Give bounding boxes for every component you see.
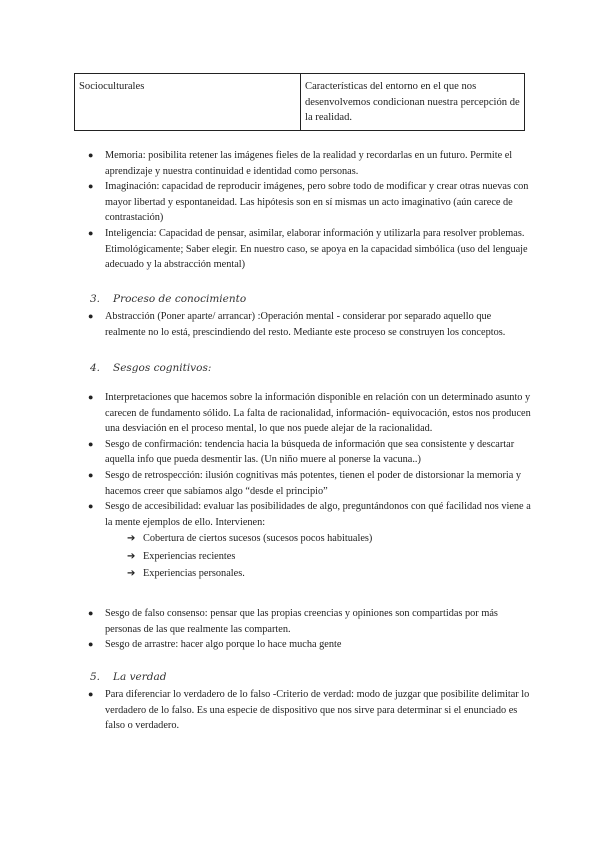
list-item: ● Sesgo de falso consenso: pensar que las propias creencias y opiniones son compartidas por más personas de las que realmente las comparten. <box>88 608 498 635</box>
sub-list-item: ➔ Experiencias personales. <box>74 565 534 583</box>
bullet-icon: ● <box>88 438 94 449</box>
arrow-icon: ➔ <box>127 533 136 545</box>
section-heading: 5. La verdad <box>90 671 167 683</box>
bullet-icon: ● <box>88 392 94 402</box>
list-item: ● Interpretaciones que hacemos sobre la información disponible en relación con un determinado asunto y carecen de fundamento sólido. La falta de racionalidad, información- equivocación, estos nos producen una desviación en el proceso mental, lo que nos puede alejar de la racionalidad. <box>88 392 531 435</box>
list-item: ● Memoria: posibilita retener las imágenes fieles de la realidad y recordarlas en un futuro. Permite el aprendizaje y nuestra continuidad e identidad como personas. <box>88 150 513 177</box>
sub-list-item: ➔ Experiencias recientes <box>74 548 534 566</box>
bullet-icon: ● <box>88 689 94 699</box>
arrow-icon: ➔ <box>127 550 136 562</box>
table-cell-right: Características del entorno en el que nos desenvolvemos condicionan nuestra percepción de la realidad. <box>301 74 525 131</box>
bullet-list-process <box>74 309 534 340</box>
bullet-list-faculties <box>74 148 534 273</box>
list-item: ● Inteligencia: Capacidad de pensar, asimilar, elaborar información y utilizarla para resolver problemas. Etimológicamente; Saber elegir. En nuestro caso, se apoya en la capacidad simbólica (uso del lenguaje adecuado y la abstracción mental) <box>88 227 528 271</box>
bullet-icon: ● <box>88 639 94 650</box>
list-item: ● Sesgo de confirmación: tendencia hacia la búsqueda de información que sea consistente y descartar aquella info que pueda desmentir las. (Un niño muere al ponerse la vacuna..) <box>88 438 515 466</box>
table-cell-left: Socioculturales <box>75 74 301 131</box>
arrow-icon: ➔ <box>127 568 136 580</box>
bullet-icon: ● <box>88 150 94 160</box>
list-item: ● Sesgo de arrastre: hacer algo porque lo hace mucha gente <box>74 637 534 653</box>
table <box>74 73 525 131</box>
bullet-icon: ● <box>88 181 94 192</box>
bullet-icon: ● <box>88 608 94 618</box>
bullet-icon: ● <box>88 311 94 321</box>
bullet-list-truth <box>74 687 534 734</box>
bullet-list-biases <box>74 390 534 583</box>
bullet-icon: ● <box>88 469 94 480</box>
section-heading: 3. Proceso de conocimiento <box>90 293 247 305</box>
sub-list-item: ➔ Cobertura de ciertos sucesos (sucesos pocos habituales) <box>74 530 534 548</box>
list-item: ● Abstracción (Poner aparte/ arrancar) :Operación mental - considerar por separado aquello que realmente no lo está, prescindiendo del resto. Mediante este proceso se construyen los conceptos. <box>88 311 506 338</box>
list-item: ● Imaginación: capacidad de reproducir imágenes, pero sobre todo de modificar y crear otras nuevas con mayor libertad y espontaneidad. Las hipótesis son en sí mismas un acto imaginativo (aún carece de contrastación) <box>88 181 529 224</box>
section-heading: 4. Sesgos cognitivos: <box>90 362 212 374</box>
list-item: ● Sesgo de accesibilidad: evaluar las posibilidades de algo, preguntándonos con qué facilidad nos viene a la mente ejemplos de ello. Intervienen: <box>88 501 531 528</box>
bullet-icon: ● <box>88 227 94 238</box>
table-row <box>75 74 525 131</box>
bullet-icon: ● <box>88 501 94 512</box>
list-item: ● Para diferenciar lo verdadero de lo falso -Criterio de verdad: modo de juzgar que posibilite delimitar lo verdadero de lo falso. Es una especie de dispositivo que nos sirve para determinar si el enunciado es falso o verdadero. <box>88 689 530 732</box>
list-item: ● Sesgo de retrospección: ilusión cognitivas más potentes, tienen el poder de distorsionar la memoria y hacemos creer que sabíamos algo “desde el principio” <box>88 469 522 497</box>
bullet-list-biases-continued <box>74 606 534 653</box>
